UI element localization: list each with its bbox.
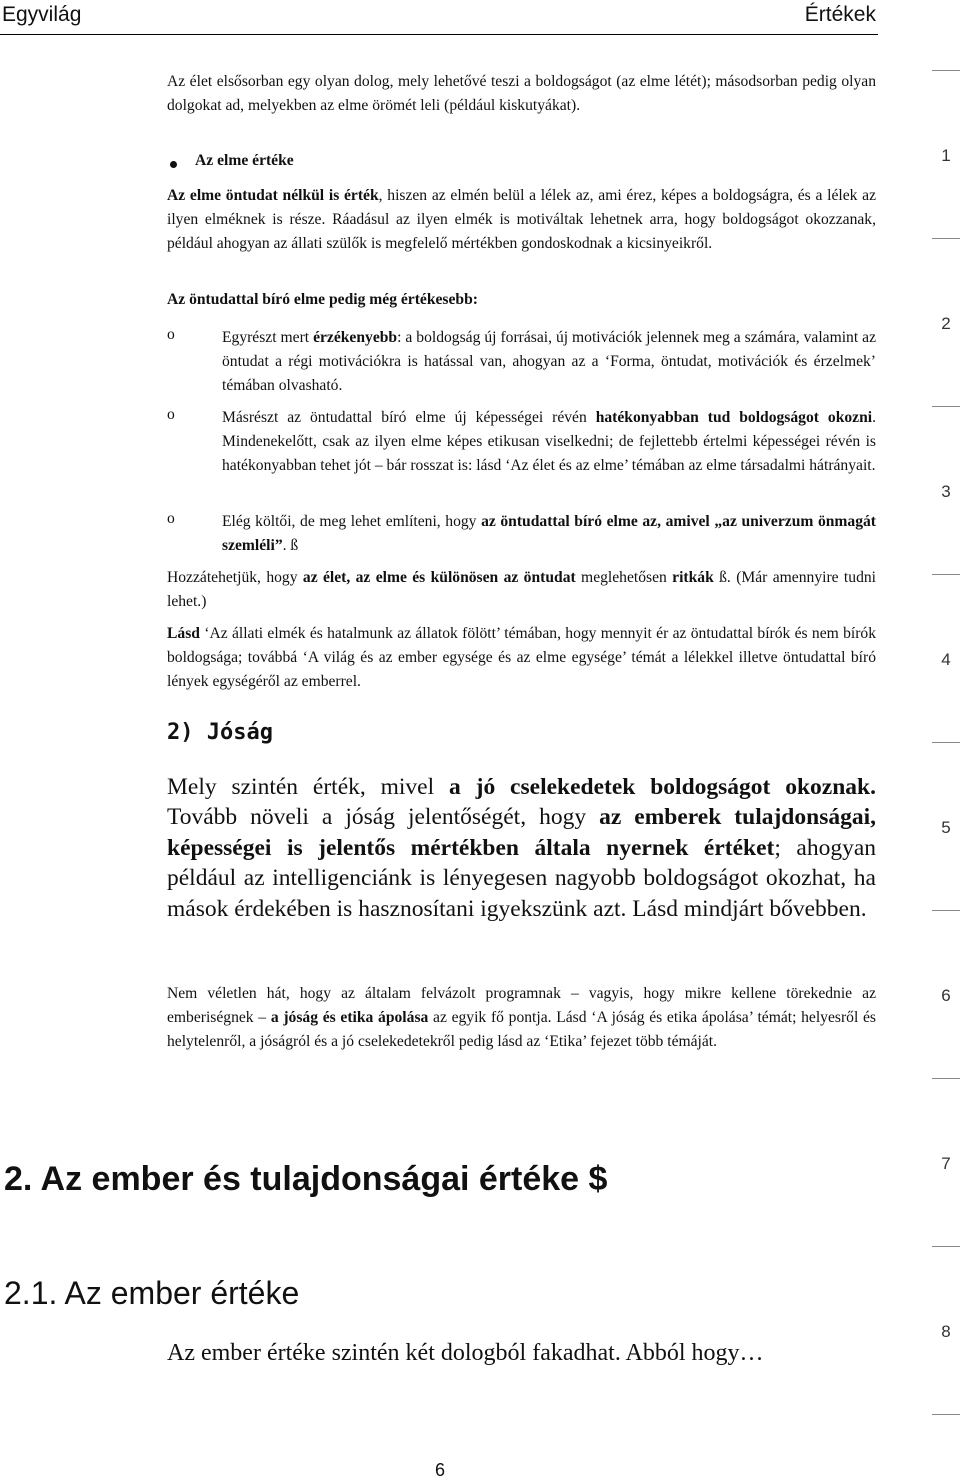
- margin-rule: [932, 742, 960, 743]
- sub-item-1: [222, 326, 876, 398]
- sub2-text1: Másrészt az öntudattal bíró elme új képességei révén: [222, 409, 596, 426]
- page-header: [0, 0, 878, 35]
- big-text3: ; ahogyan például az intelligenciánk is lényegesen nagyobb boldogságot okozhat, ha mások érdekében is hasznosítani igyekszünk azt. Lásd mindjárt bővebben.: [167, 834, 876, 922]
- para5-text2: az egyik fő pontja. Lásd ‘A jóság és etika ápolása’ témát; helyesről és helytelenről, a jóságról és a jó cselekedetekről pedig lásd az ‘Etika’ fejezet több témáját.: [167, 1009, 876, 1050]
- sub-bullet-marker-1: o: [167, 326, 175, 343]
- sub2-bold: hatékonyabban tud boldogságot okozni: [595, 409, 873, 426]
- paragraph-hozzatehetjuk: [167, 566, 876, 614]
- big-bold1: a jó cselekedetek boldogságot okoznak.: [449, 774, 876, 800]
- sub3-text2: . ß: [282, 537, 299, 554]
- para3-text2: meglehetősen: [575, 569, 673, 586]
- sub1-bold: érzékenyebb: [313, 329, 398, 346]
- sub3-text1: Elég költői, de meg lehet említeni, hogy: [222, 513, 482, 530]
- sub3-bold: az öntudattal bíró elme az, amivel „az univerzum önmagát szemléli”: [222, 513, 876, 554]
- margin-rule: [932, 1246, 960, 1247]
- paragraph-lasd: [167, 622, 876, 694]
- margin-rule: [932, 1078, 960, 1079]
- para3-bold1: az élet, az elme és különösen az öntudat: [302, 569, 576, 586]
- bullet-icon: [170, 161, 177, 168]
- sub-item-3: [222, 510, 876, 558]
- sub-bullet-marker-2: o: [167, 406, 175, 423]
- margin-number: 2: [941, 314, 951, 333]
- big-text1: Mely szintén érték, mivel: [167, 774, 449, 800]
- para3-bold2: ritkák: [672, 569, 714, 586]
- chapter-heading: 2. Az ember és tulajdonságai értéke $: [4, 1160, 608, 1198]
- para1-text2: Ráadásul az ilyen elmék is motiváltak lehetnek arra, hogy boldogságot okozzanak, például ahogyan az állati szülők is megfelelő mértékben gondoskodnak a kicsinyeikről.: [167, 211, 876, 252]
- para4-text: ‘Az állati elmék és hatalmunk az állatok fölött’ témában, hogy mennyit ér az öntudattal bírók és nem bírók boldogsága; továbbá ‘A világ és az ember egysége és az elme egysége’ témát a lélekkel illetve öntudattal bíró lények egységéről az emberrel.: [167, 625, 876, 690]
- section-heading: 2.1. Az ember értéke: [4, 1275, 300, 1311]
- big-text2: Tovább növeli a jóság jelentőségét, hogy: [167, 804, 600, 831]
- sub1-text2: : a boldogság új forrásai, új motivációk jelennek meg a számára, valamint az öntudat a régi motivációkra is hatással van, ahogyan az a ‘Forma, öntudat, motivációk és érzelmek’ témában olvasható.: [222, 329, 876, 394]
- margin-number: 3: [941, 482, 951, 501]
- heading-josag: 2) Jóság: [167, 720, 273, 745]
- para3-text1: Hozzátehetjük, hogy: [167, 569, 303, 586]
- intro-paragraph: Az élet elsősorban egy olyan dolog, mely lehetővé teszi a boldogságot (az elme létét); másodsorban pedig olyan dolgokat ad, melyekben az elme örömét leli (például kiskutyákat).: [167, 73, 876, 114]
- margin-rule: [932, 70, 960, 71]
- sub1-text1: Egyrészt mert: [222, 329, 314, 346]
- big-bold2: az emberek tulajdonságai, képességei is jelentős mértékben általa nyernek értéket: [167, 804, 876, 861]
- margin-rule: [932, 574, 960, 575]
- header-left-title: Egyvilág: [2, 3, 82, 26]
- margin-rule: [932, 238, 960, 239]
- para3-text3: ß. (Már amennyire tudni lehet.): [167, 569, 876, 610]
- header-right-title: Értékek: [804, 3, 876, 26]
- para4-bold: Lásd: [167, 625, 200, 642]
- para1-bold: Az elme öntudat nélkül is érték: [167, 187, 379, 204]
- margin-number: 5: [941, 818, 951, 837]
- margin-rule: [932, 1414, 960, 1415]
- bullet-title: Az elme értéke: [195, 152, 294, 169]
- margin-rule: [932, 406, 960, 407]
- paragraph-josag-large: [167, 772, 876, 924]
- margin-number: 4: [941, 650, 951, 669]
- margin-rule: [932, 910, 960, 911]
- para5-bold: a jóság és etika ápolása: [270, 1009, 429, 1026]
- margin-number: 8: [941, 1322, 951, 1341]
- margin-number: 7: [941, 1154, 951, 1173]
- sub-item-2: [222, 406, 876, 478]
- margin-number: 1: [941, 146, 951, 165]
- page-number: 6: [434, 1460, 445, 1480]
- paragraph-ontudattal: Az öntudattal bíró elme pedig még értékesebb:: [167, 291, 478, 308]
- paragraph-elme-erteke: [167, 184, 876, 256]
- sub2-text2: . Mindenekelőtt, csak az ilyen elme képes etikusan viselkedni; de fejlettebb értelmi képességei révén is hatékonyabban tehet jót – bár rosszat is: lásd ‘Az élet és az elme’ témában az elme társadalmi hátrányait.: [222, 409, 876, 474]
- para1-text1: , hiszen az elmén belül a lélek az, ami érez, képes a boldogságra, és a lélek az ilyen elméknek is része.: [167, 187, 876, 228]
- margin-number: 6: [941, 986, 951, 1005]
- para5-text1: Nem véletlen hát, hogy az általam felvázolt programnak – vagyis, hogy mikre kellene törekednie az emberiségnek –: [167, 985, 876, 1026]
- sub-bullet-marker-3: o: [167, 510, 175, 527]
- paragraph-program: [167, 982, 876, 1054]
- paragraph-ember-erteke: Az ember értéke szintén két dologból fakadhat. Abból hogy…: [167, 1340, 764, 1366]
